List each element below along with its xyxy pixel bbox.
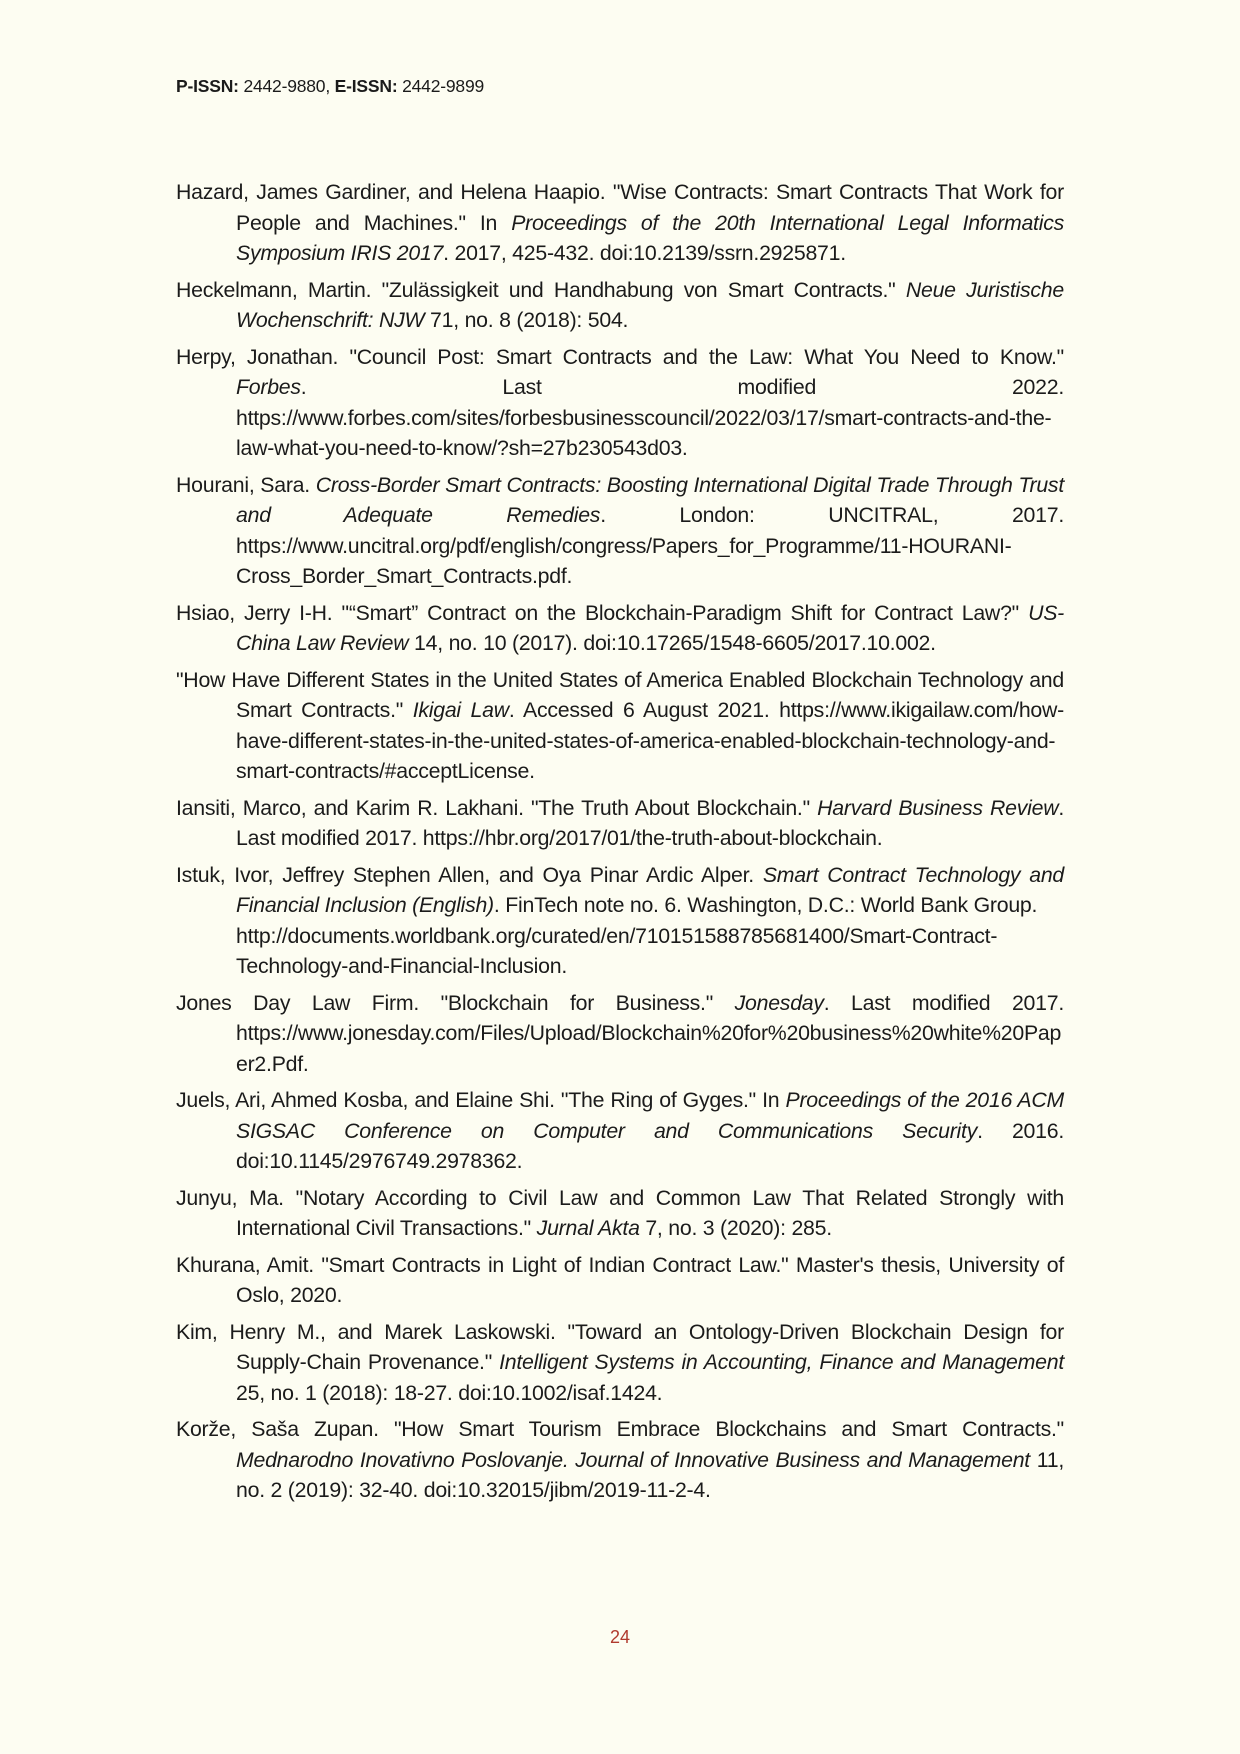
reference-item: Iansiti, Marco, and Karim R. Lakhani. "The Truth About Blockchain." Harvard Business Review. Last modified 2017. https://hbr.org/2017/01/the-truth-about-blockchain. [176, 795, 1064, 850]
reference-item: Khurana, Amit. "Smart Contracts in Light of Indian Contract Law." Master's thesis, University of Oslo, 2020. [176, 1252, 1064, 1307]
reference-item: Korže, Saša Zupan. "How Smart Tourism Embrace Blockchains and Smart Contracts." Mednarodno Inovativno Poslovanje. Journal of Innovative Business and Management 11, no. 2 (2019): 32-40. doi:10.32015/jibm/2019-11-2-4. [176, 1417, 1064, 1502]
reference-item: Junyu, Ma. "Notary According to Civil Law and Common Law That Related Strongly with International Civil Transactions." Jurnal Akta 7, no. 3 (2020): 285. [176, 1185, 1064, 1240]
reference-item: Jones Day Law Firm. "Blockchain for Business." Jonesday. Last modified 2017. https://www.jonesday.com/Files/Upload/Blockchain%20for%20business%20white%20Paper2.Pdf. [176, 990, 1064, 1076]
reference-item: Istuk, Ivor, Jeffrey Stephen Allen, and Oya Pinar Ardic Alper. Smart Contract Technology and Financial Inclusion (English). FinTech note no. 6. Washington, D.C.: World Bank Group. http://documents.worldbank.org/curated/en/710151588785681400/Smart-Contract-Technology-and-Financial-Inclusion. [176, 862, 1065, 978]
reference-item: Heckelmann, Martin. "Zulässigkeit und Handhabung von Smart Contracts." Neue Juristische Wochenschrift: NJW 71, no. 8 (2018): 504. [176, 277, 1064, 332]
reference-item: Hsiao, Jerry I-H. "“Smart” Contract on the Blockchain-Paradigm Shift for Contract Law?" US-China Law Review 14, no. 10 (2017). doi:10.17265/1548-6605/2017.10.002. [176, 600, 1064, 655]
reference-item: Herpy, Jonathan. "Council Post: Smart Contracts and the Law: What You Need to Know." Forbes. Last modified 2022. https://www.forbes.com/sites/forbesbusinesscouncil/2022/03/17/smart-contracts-and-the-law-what-you-need-to-know/?sh=27b230543d03. [176, 344, 1064, 460]
reference-item: Juels, Ari, Ahmed Kosba, and Elaine Shi. "The Ring of Gyges." In Proceedings of the 2016 ACM SIGSAC Conference on Computer and Communications Security. 2016. doi:10.1145/2976749.2978362. [176, 1088, 1064, 1173]
eissn-value: 2442-9899 [397, 76, 485, 96]
page-number: 24 [609, 1627, 631, 1647]
eissn-label: E-ISSN: [334, 76, 398, 96]
reference-list [176, 177, 1064, 1512]
pissn-value: 2442-9880, [238, 76, 335, 96]
reference-item: Hourani, Sara. Cross-Border Smart Contracts: Boosting International Digital Trade Through Trust and Adequate Remedies. London: UNCITRAL, 2017. https://www.uncitral.org/pdf/english/congress/Papers_for_Programme/11-HOURANI-Cross_Border_Smart_Contracts.pdf. [176, 472, 1065, 588]
journal-issn-header [176, 76, 484, 97]
reference-item: Hazard, James Gardiner, and Helena Haapio. "Wise Contracts: Smart Contracts That Work for People and Machines." In Proceedings of the 20th International Legal Informatics Symposium IRIS 2017. 2017, 425-432. doi:10.2139/ssrn.2925871. [176, 180, 1064, 265]
reference-item: Kim, Henry M., and Marek Laskowski. "Toward an Ontology-Driven Blockchain Design for Supply-Chain Provenance." Intelligent Systems in Accounting, Finance and Management 25, no. 1 (2018): 18-27. doi:10.1002/isaf.1424. [176, 1319, 1064, 1405]
pissn-label: P-ISSN: [176, 76, 239, 96]
reference-item: "How Have Different States in the United States of America Enabled Blockchain Technology and Smart Contracts." Ikigai Law. Accessed 6 August 2021. https://www.ikigailaw.com/how-have-different-states-in-the-united-states-of-america-enabled-blockchain-technology-and-smart-contracts/#acceptLicense. [176, 667, 1064, 783]
